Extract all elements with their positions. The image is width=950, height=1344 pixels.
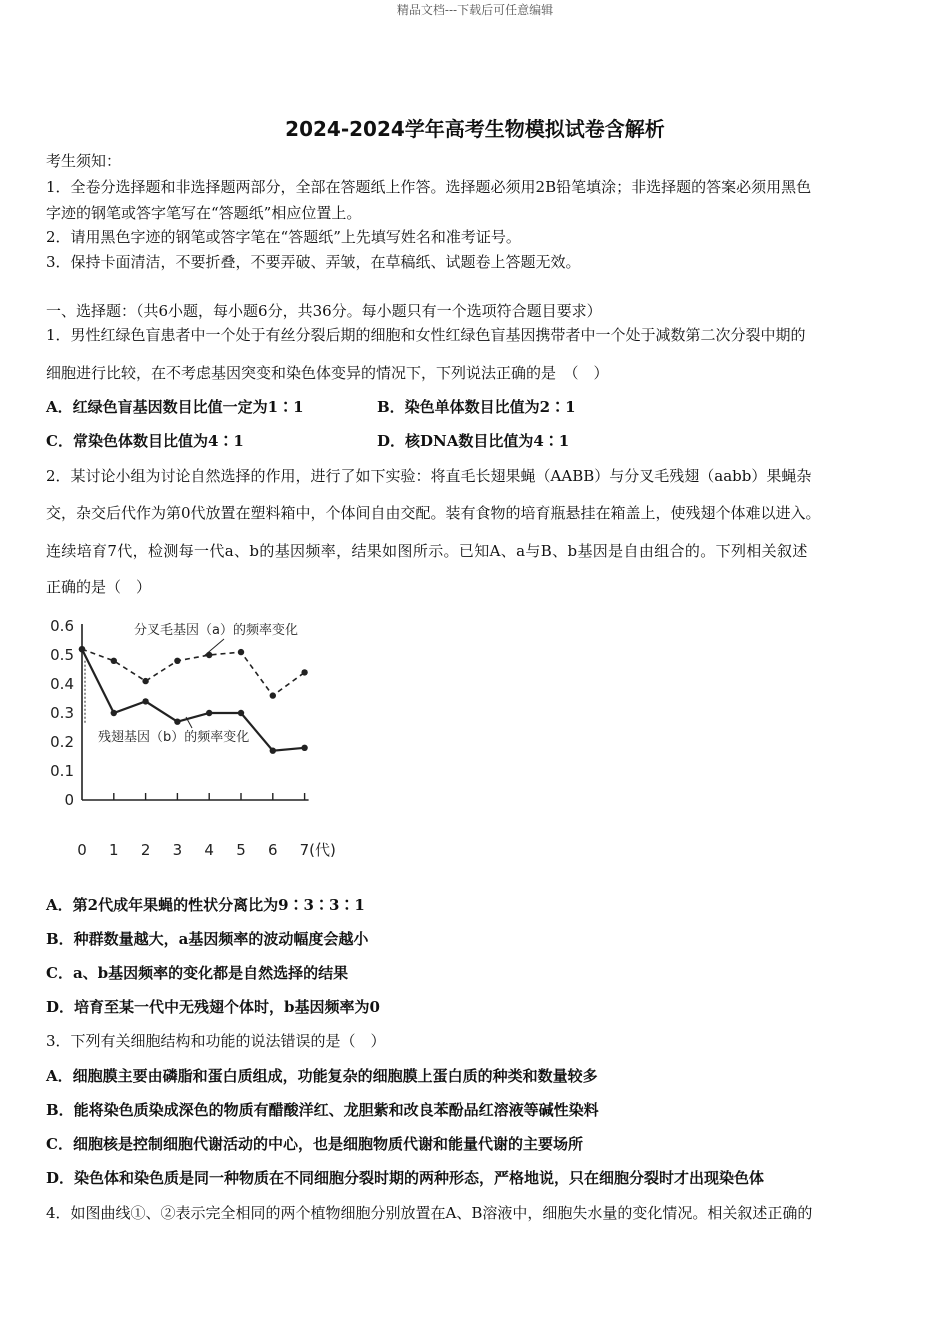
data-point [142,698,148,704]
q3-option-a: A．细胞膜主要由磷脂和蛋白质组成，功能复杂的细胞膜上蛋白质的种类和数量较多 [46,1067,598,1085]
q2-stem: 2．某讨论小组为讨论自然选择的作用，进行了如下实验：将直毛长翅果蝇（AABB）与分叉毛残翅（aabb）果蝇杂 [46,467,812,485]
data-point [206,652,212,658]
q2-option-c: C．a、b基因频率的变化都是自然选择的结果 [46,964,349,982]
data-point [238,649,244,655]
q1-stem: 1．男性红绿色盲患者中一个处于有丝分裂后期的细胞和女性红绿色盲基因携带者中一个处于减数第二次分裂中期的 [46,326,806,344]
page-header: 精品文档---下载后可任意编辑 [396,3,554,17]
y-tick-label: 0.2 [50,733,74,751]
data-point [301,669,307,675]
q3-option-b: B．能将染色质染成深色的物质有醋酸洋红、龙胆紫和改良苯酚品红溶液等碱性染料 [46,1101,599,1119]
data-point [301,745,307,751]
page-title: 2024-2024学年高考生物模拟试卷含解析 [285,117,665,141]
y-tick-label: 0.4 [50,675,74,693]
series-line-a [82,649,305,695]
q1-option-c: C．常染色体数目比值为4∶1 [46,432,244,450]
y-tick-label: 0.3 [50,704,74,722]
data-point [79,646,85,652]
series-label-a: 分叉毛基因（a）的频率变化 [134,623,298,638]
x-tick-label: 5 [236,841,246,859]
q3-stem: 3．下列有关细胞结构和功能的说法错误的是（ ） [46,1032,386,1050]
q4-stem: 4．如图曲线①、②表示完全相同的两个植物细胞分别放置在A、B溶液中，细胞失水量的变化情况。相关叙述正确的 [46,1204,813,1222]
gene-frequency-chart [46,612,356,862]
q1-option-d: D．核DNA数目比值为4∶1 [377,432,570,450]
data-point [270,748,276,754]
q3-option-c: C．细胞核是控制细胞代谢活动的中心，也是细胞物质代谢和能量代谢的主要场所 [46,1135,583,1153]
data-point [174,658,180,664]
data-point [238,710,244,716]
notice-item: 2．请用黑色字迹的钢笔或答字笔在“答题纸”上先填写姓名和准考证号。 [46,228,521,246]
q2-option-b: B．种群数量越大，a基因频率的波动幅度会越小 [46,930,369,948]
notice-item: 1．全卷分选择题和非选择题两部分，全部在答题纸上作答。选择题必须用2B铅笔填涂；非选择题的答案必须用黑色 [46,178,812,196]
notice-heading: 考生须知： [46,152,122,170]
x-tick-label: 4 [204,841,214,859]
x-tick-label: 7(代) [299,841,336,859]
q1-stem: 细胞进行比较，在不考虑基因突变和染色体变异的情况下，下列说法正确的是 （ ） [46,364,609,382]
x-tick-label: 1 [109,841,119,859]
notice-item: 字迹的钢笔或答字笔写在“答题纸”相应位置上。 [46,204,362,222]
data-point [270,692,276,698]
q3-option-d: D．染色体和染色质是同一种物质在不同细胞分裂时期的两种形态，严格地说，只在细胞分裂时才出现染色体 [46,1169,765,1187]
x-tick-label: 2 [140,841,151,859]
data-point [111,710,117,716]
y-tick-label: 0.1 [50,762,74,780]
x-tick-label: 6 [268,841,278,859]
notice-item: 3．保持卡面清洁，不要折叠，不要弄破、弄皱，在草稿纸、试题卷上答题无效。 [46,253,581,271]
x-tick-label: 0 [77,841,87,859]
x-tick-label: 3 [172,841,183,859]
q1-option-a: A．红绿色盲基因数目比值一定为1∶1 [46,398,304,416]
q2-stem: 连续培育7代，检测每一代a、b的基因频率，结果如图所示。已知A、a与B、b基因是自由组合的。下列相关叙述 [46,542,808,560]
y-tick-label: 0.6 [50,617,74,635]
section-heading: 一、选择题：（共6小题，每小题6分，共36分。每小题只有一个选项符合题目要求） [46,302,602,320]
q2-option-a: A．第2代成年果蝇的性状分离比为9∶3∶3∶1 [46,896,365,914]
q1-option-b: B．染色单体数目比值为2∶1 [377,398,576,416]
data-point [206,710,212,716]
y-tick-label: 0 [64,791,74,809]
data-point [174,719,180,725]
y-tick-label: 0.5 [50,646,74,664]
q2-stem: 交，杂交后代作为第0代放置在塑料箱中，个体间自由交配。装有食物的培育瓶悬挂在箱盖上，使残翅个体难以进入。 [46,504,821,522]
q2-option-d: D．培育至某一代中无残翅个体时，b基因频率为0 [46,998,380,1016]
chart-labels [98,622,298,745]
series-label-b: 残翅基因（b）的频率变化 [98,730,250,745]
data-point [111,658,117,664]
data-point [142,678,148,684]
q2-stem: 正确的是（ ） [46,578,152,596]
